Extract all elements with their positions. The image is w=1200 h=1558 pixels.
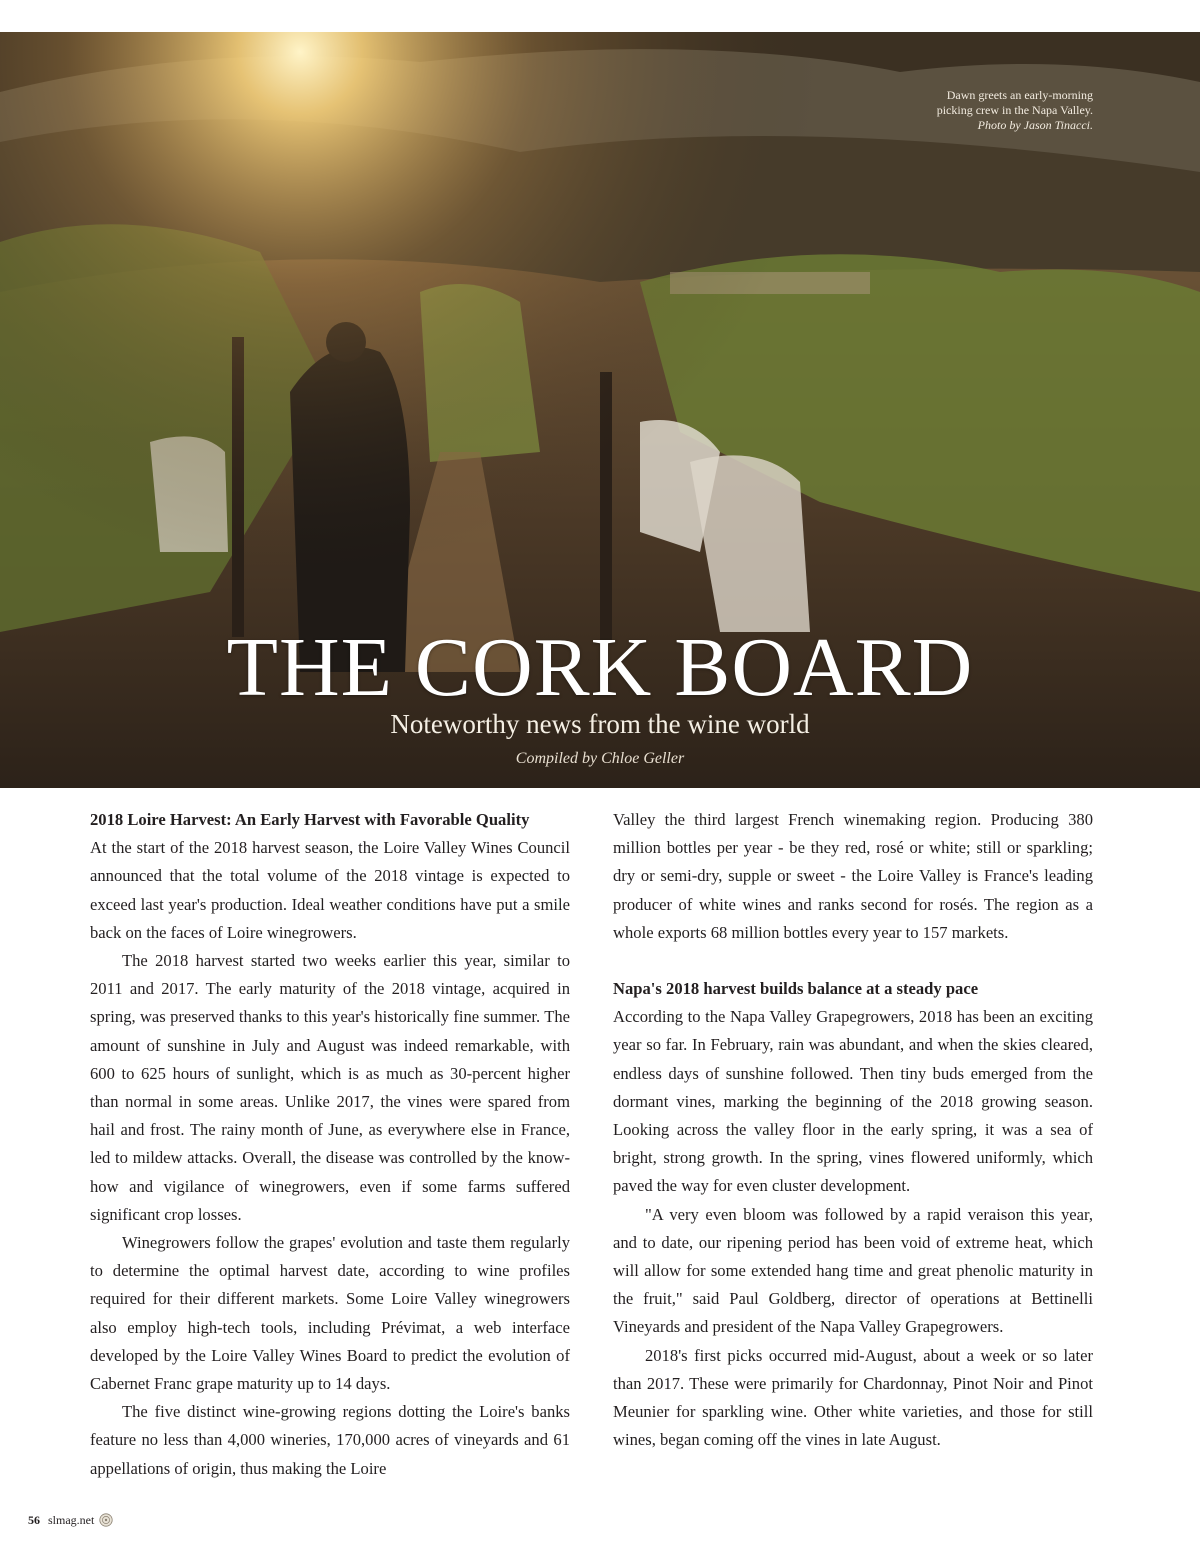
column-right: [613, 806, 1093, 1454]
article-paragraph: Valley the third largest French winemaking region. Producing 380 million bottles per year - be they red, rosé or white; still or sparkling; dry or semi-dry, supple or sweet - the Loire Valley is France's leading producer of white wines and ranks second for rosés. The region as a whole exports 68 million bottles every year to 157 markets.: [613, 810, 1093, 942]
article-paragraph: 2018's first picks occurred mid-August, about a week or so later than 2017. These were primarily for Chardonnay, Pinot Noir and Pinot Meunier for sparkling wine. Other white varieties, and those for still wines, began coming off the vines in late August.: [613, 1345, 1093, 1450]
photo-caption: [853, 88, 1093, 133]
page-footer: [28, 1512, 113, 1528]
article-paragraph: The five distinct wine-growing regions dotting the Loire's banks feature no less than 4,000 wineries, 170,000 acres of vineyards and 61 appellations of origin, thus making the Loire: [90, 1402, 570, 1478]
page-subtitle: Noteworthy news from the wine world: [390, 709, 810, 739]
article-paragraph: At the start of the 2018 harvest season, the Loire Valley Wines Council announced that the total volume of the 2018 vintage is expected to exceed last year's production. Ideal weather conditions have put a smile back on the faces of Loire winegrowers.: [90, 838, 570, 942]
page-number: 56: [28, 1513, 40, 1527]
section-spacer: [613, 947, 1093, 975]
hero-photo: [0, 32, 1200, 788]
site-name: slmag.net: [48, 1513, 95, 1527]
article-heading-napa: Napa's 2018 harvest builds balance at a steady pace: [613, 979, 979, 999]
page-title: THE CORK BOARD: [226, 621, 974, 714]
article-paragraph: According to the Napa Valley Grapegrowers, 2018 has been an exciting year so far. In February, rain was abundant, and when the skies cleared, endless days of sunshine followed. Then tiny buds emerged from the dormant vines, marking the beginning of the 2018 growing season. Looking across the valley floor in the early spring, it was a sea of bright, strong growth. In the spring, vines flowered uniformly, which paved the way for even cluster development.: [613, 1007, 1093, 1196]
article-paragraph: Winegrowers follow the grapes' evolution and taste them regularly to determine the optimal harvest date, according to wine profiles required for their different markets. Some Loire Valley winegrowers also employ high-tech tools, including Prévimat, a web interface developed by the Loire Valley Wines Board to predict the evolution of Cabernet Franc grape maturity up to 14 days.: [90, 1233, 570, 1394]
photo-caption-line: Dawn greets an early-morning: [946, 88, 1093, 102]
article-paragraph: The 2018 harvest started two weeks earlier this year, similar to 2011 and 2017. The early maturity of the 2018 vintage, acquired in spring, was preserved thanks to this year's historically fine summer. The amount of sunshine in July and August was indeed remarkable, with 600 to 625 hours of sunlight, which is as much as 30-percent higher than normal in some areas. Unlike 2017, the vines were spared from hail and frost. The rainy month of June, as everywhere else in France, led to mildew attacks. Overall, the disease was controlled by the know-how and vigilance of winegrowers, even if some farms suffered significant crop losses.: [90, 951, 570, 1224]
photo-caption-line: picking crew in the Napa Valley.: [936, 103, 1093, 117]
article-paragraph: "A very even bloom was followed by a rapid veraison this year, and to date, our ripening period has been void of extreme heat, which will allow for some extended hang time and great phenolic maturity in the fruit," said Paul Goldberg, director of operations at Bettinelli Vineyards and president of the Napa Valley Grapegrowers.: [613, 1204, 1093, 1337]
article-heading-loire: 2018 Loire Harvest: An Early Harvest with Favorable Quality: [90, 810, 530, 829]
byline: Compiled by Chloe Geller: [515, 750, 685, 767]
slmag-seal-icon: [99, 1513, 113, 1527]
photo-credit: Photo by Jason Tinacci.: [977, 118, 1093, 132]
column-left: [90, 806, 570, 1483]
